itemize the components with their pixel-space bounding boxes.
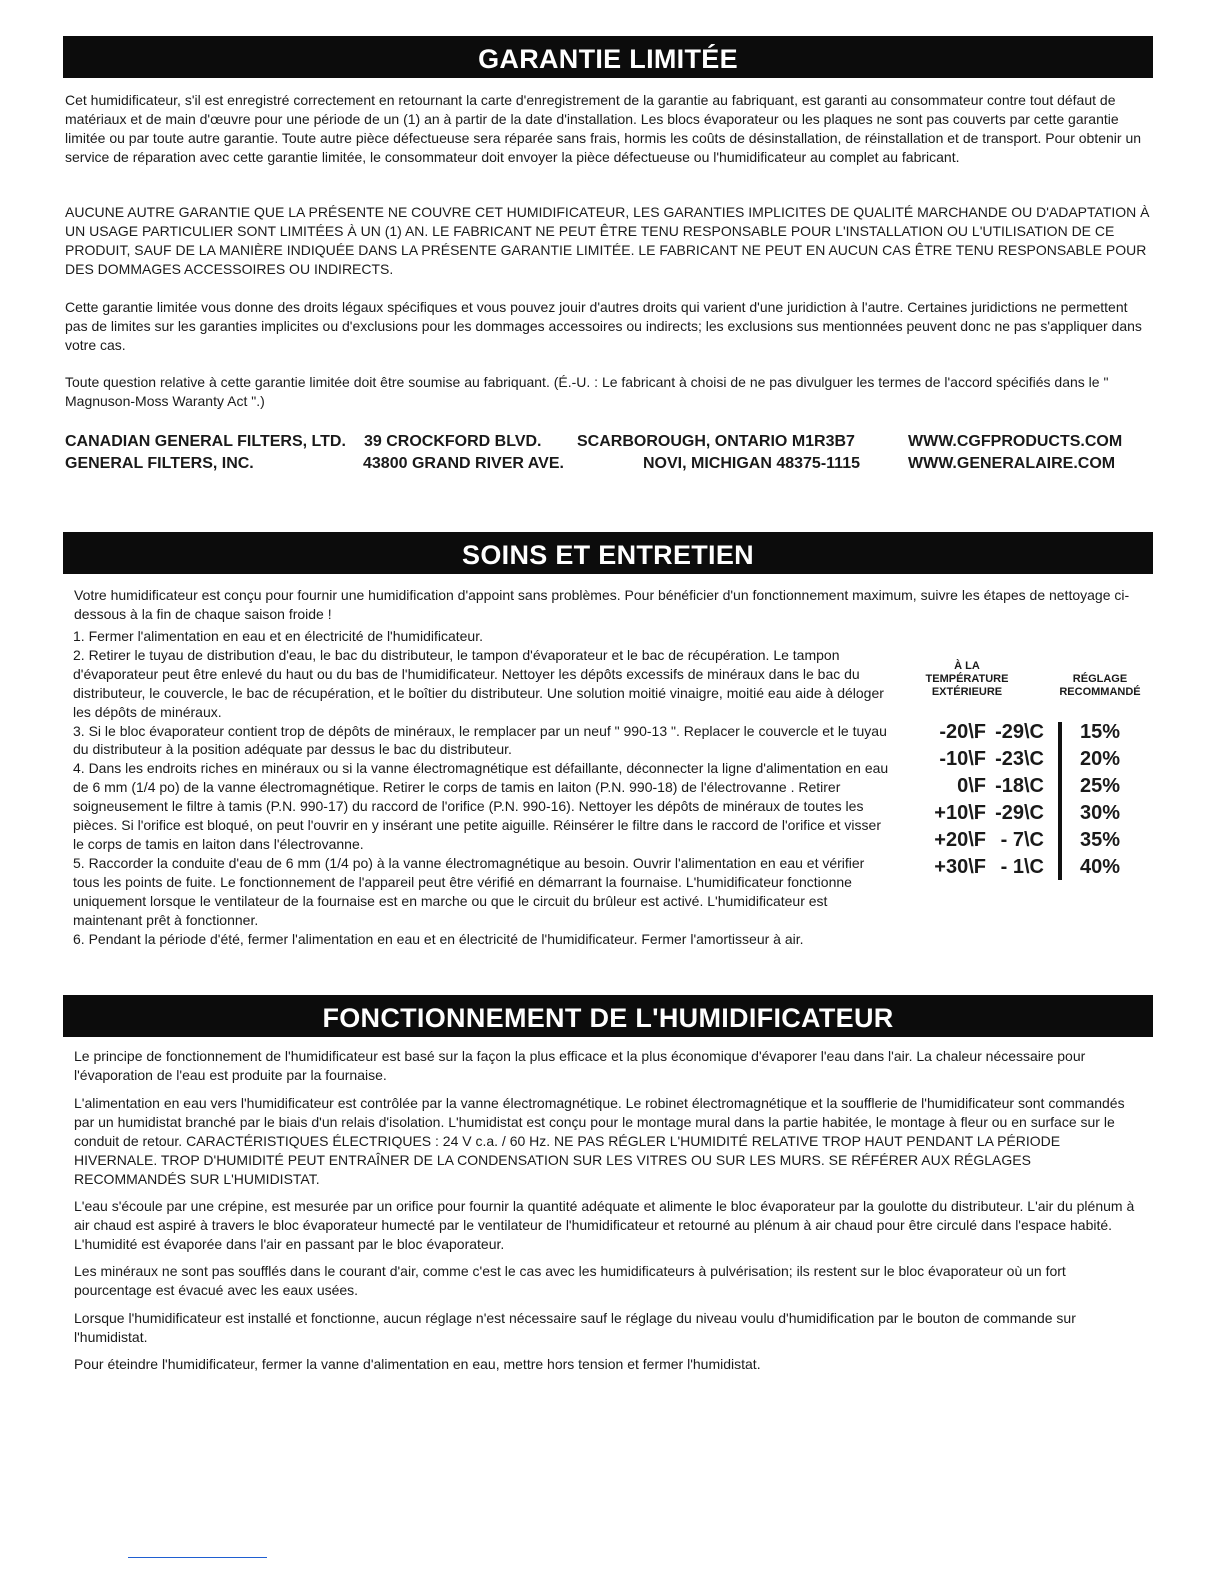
humidity-setting: 15%	[1080, 721, 1121, 743]
street-address: 43800 GRAND RIVER AVE.	[363, 455, 564, 472]
warranty-paragraph-2: AUCUNE AUTRE GARANTIE QUE LA PRÉSENTE NE COUVRE CET HUMIDIFICATEUR, LES GARANTIES IMPLICITES DE QUALITÉ MARCHANDE OU D'ADAPTATION À UN USAGE PARTICULIER SONT LIMITÉES À UN (1) AN. LE FABRICANT NE PEUT ÊTRE TENU RESPONSABLE POUR L'INSTALLATION OU L'UTILISATION DE CE PRODUIT, SAUF DE LA MANIÈRE INDIQUÉE DANS LA PRÉSENTE GARANTIE LIMITÉE. LE FABRICANT NE PEUT EN AUCUN CAS ÊTRE TENU RESPONSABLE POUR DES DOMMAGES ACCESSOIRES OU INDIRECTS.	[65, 204, 1150, 277]
humidity-setting: 20%	[1080, 748, 1121, 770]
list-item: 3. Si le bloc évaporateur contient trop de dépôts de minéraux, le remplacer par un neuf " 990-13 ". Replacer le couvercle et le tuyau du distributeur à la position adéquate par dessus le bac du distributeur.	[73, 722, 887, 758]
humidity-setting: 35%	[1080, 829, 1121, 851]
care-heading: SOINS ET ENTRETIEN	[63, 532, 1153, 574]
temp-celsius: - 7\C	[1000, 829, 1044, 851]
operation-paragraph-3: L'eau s'écoule par une crépine, est mesurée par un orifice pour fournir la quantité adéquate et alimente le bloc évaporateur par la goulotte du distributeur. L'air du plénum à air chaud est aspiré à travers le bloc évaporateur humecté par le ventilateur de l'humidificateur et retourné au plénum à air chaud pour être circulé dans l'espace habité. L'humidité est évaporée dans l'air en passant par le bloc évaporateur.	[74, 1198, 1135, 1252]
website-link[interactable]: WWW.CGFPRODUCTS.COM	[908, 433, 1123, 450]
header-line: RECOMMANDÉ	[1059, 686, 1141, 698]
city-address: SCARBOROUGH, ONTARIO M1R3B7	[577, 433, 855, 450]
table-row	[920, 721, 1140, 748]
header-line: À LA	[954, 660, 980, 672]
table-divider	[1058, 722, 1062, 880]
temp-fahrenheit: +20\F	[934, 829, 986, 851]
care-steps-list	[73, 627, 891, 948]
temp-fahrenheit: -20\F	[939, 721, 986, 743]
warranty-paragraph-1: Cet humidificateur, s'il est enregistré correctement en retournant la carte d'enregistrement de la garantie au fabriquant, est garanti au consommateur contre tout défaut de matériaux et de main d'œuvre pour une période de un (1) an à partir de la date d'installation. Les blocs évaporateur ou les plaques ne sont pas couverts par cette garantie limitée ou par toute autre garantie. Toute autre pièce défectueuse sera réparée sans frais, hormis les coûts de désinstallation, de réinstallation et de transport. Pour obtenir un service de réparation avec cette garantie limitée, le consommateur doit envoyer la pièce défectueuse ou l'humidificateur au complet au fabricant.	[65, 92, 1142, 165]
warranty-paragraph-4: Toute question relative à cette garantie limitée doit être soumise au fabriquant. (É.-U. : Le fabricant à choisi de ne pas divulguer les termes de l'accord spécifiés dans le " Magnuson-Moss Waranty Act ".)	[65, 374, 1109, 409]
company-name: GENERAL FILTERS, INC.	[65, 455, 254, 472]
humidity-setting: 25%	[1080, 775, 1121, 797]
list-item: 5. Raccorder la conduite d'eau de 6 mm (1/4 po) à la vanne électromagnétique au besoin. Ouvrir l'alimentation en eau et vérifier tous les points de fuite. Le fonctionnement de l'appareil peut être vérifié en démarrant la fournaise. L'humidificateur fonctionne uniquement lorsque le ventilateur de la fournaise est en marche ou que le circuit du brûleur est activé. L'humidificateur est maintenant prêt à fonctionner.	[73, 854, 865, 928]
list-item: 2. Retirer le tuyau de distribution d'eau, le bac du distributeur, le tampon d'évaporateur et le bac de récupération. Le tampon d'évaporateur peut être enlevé du haut ou du bas de l'humidificateur. Nettoyer les dépôts excessifs de minéraux dans le bac du distributeur, le couvercle, le bac de récupération, et le boîtier du distributeur. Une solution moitié vinaigre, moitié eau aide à déloger les dépôts de minéraux.	[73, 646, 884, 720]
operation-paragraph-6: Pour éteindre l'humidificateur, fermer la vanne d'alimentation en eau, mettre hors tension et fermer l'humidistat.	[74, 1356, 761, 1372]
table-row	[920, 856, 1140, 883]
company-name: CANADIAN GENERAL FILTERS, LTD.	[65, 433, 346, 450]
temp-celsius: -29\C	[995, 721, 1044, 743]
table-row	[920, 829, 1140, 856]
care-intro: Votre humidificateur est conçu pour fournir une humidification d'appoint sans problèmes. Pour bénéficier d'un fonctionnement maximum, suivre les étapes de nettoyage ci-dessous à la fin de chaque saison froide !	[74, 587, 1130, 622]
warranty-heading: GARANTIE LIMITÉE	[63, 36, 1153, 78]
temp-celsius: - 1\C	[1000, 856, 1044, 878]
temp-fahrenheit: +10\F	[934, 802, 986, 824]
footer-rule	[128, 1557, 267, 1558]
operation-paragraph-5: Lorsque l'humidificateur est installé et fonctionne, aucun réglage n'est nécessaire sauf le réglage du niveau voulu d'humidification par le bouton de commande sur l'humidistat.	[74, 1310, 1076, 1345]
temp-fahrenheit: 0\F	[957, 775, 986, 797]
website-link[interactable]: WWW.GENERALAIRE.COM	[908, 455, 1116, 472]
humidity-setting: 30%	[1080, 802, 1121, 824]
city-address: NOVI, MICHIGAN 48375-1115	[643, 455, 860, 472]
operation-paragraph-1: Le principe de fonctionnement de l'humidificateur est basé sur la façon la plus efficace et la plus économique d'évaporer l'eau dans l'air. La chaleur nécessaire pour l'évaporation de l'eau est produite par la fournaise.	[74, 1048, 1086, 1083]
operation-paragraph-4: Les minéraux ne sont pas soufflés dans le courant d'air, comme c'est le cas avec les humidificateurs à pulvérisation; ils restent sur le bloc évaporateur où un fort pourcentage est évacué avec les eaux usées.	[74, 1263, 1066, 1298]
operation-heading: FONCTIONNEMENT DE L'HUMIDIFICATEUR	[63, 995, 1153, 1037]
list-item: 4. Dans les endroits riches en minéraux ou si la vanne électromagnétique est défaillante, déconnecter la ligne d'alimentation en eau de 6 mm (1/4 po) de la vanne électromagnétique. Retirer le corps de tamis en laiton (P.N. 990-18) de l'électrovanne . Retirer soigneusement le filtre à tamis (P.N. 990-17) du raccord de l'orifice (P.N. 990-16). Nettoyer les dépôts de minéraux de toutes les pièces. Si l'orifice est bloqué, on peut l'ouvrir en y insérant une petite aiguille. Réinsérer le filtre dans le raccord de l'orifice et visser le corps de tamis en laiton dans l'électrovanne.	[73, 760, 889, 852]
temp-celsius: -29\C	[995, 802, 1044, 824]
humidity-setting: 40%	[1080, 856, 1121, 878]
table-row	[920, 775, 1140, 802]
header-line: TEMPÉRATURE	[925, 673, 1009, 685]
list-item: 1. Fermer l'alimentation en eau et en électricité de l'humidificateur.	[73, 628, 483, 644]
table-header-temperature	[914, 660, 1020, 699]
header-line: EXTÉRIEURE	[931, 686, 1003, 698]
table-row	[920, 802, 1140, 829]
street-address: 39 CROCKFORD BLVD.	[364, 433, 542, 450]
table-header-setting	[1050, 673, 1150, 699]
temp-fahrenheit: +30\F	[934, 856, 986, 878]
temp-celsius: -23\C	[995, 748, 1044, 770]
list-item: 6. Pendant la période d'été, fermer l'alimentation en eau et en électricité de l'humidificateur. Fermer l'amortisseur à air.	[73, 930, 804, 947]
header-line: RÉGLAGE	[1072, 673, 1128, 685]
operation-paragraph-2: L'alimentation en eau vers l'humidificateur est contrôlée par la vanne électromagnétique. Le robinet électromagnétique et la soufflerie de l'humidificateur sont commandés par un humidistat branché par le biais d'un relais d'isolation. L'humidistat est conçu pour le montage mural dans la partie habitée, le montage à fleur ou en surface sur le conduit de retour. CARACTÉRISTIQUES ÉLECTRIQUES : 24 V c.a. / 60 Hz. NE PAS RÉGLER L'HUMIDITÉ RELATIVE TROP HAUT PENDANT LA PÉRIODE HIVERNALE. TROP D'HUMIDITÉ PEUT ENTRAÎNER DE LA CONDENSATION SUR LES VITRES OU SUR LES MURS. SE RÉFÉRER AUX RÉGLAGES RECOMMANDÉS SUR L'HUMIDISTAT.	[74, 1095, 1125, 1187]
temp-fahrenheit: -10\F	[939, 748, 986, 770]
warranty-paragraph-3: Cette garantie limitée vous donne des droits légaux spécifiques et vous pouvez jouir d'autres droits qui varient d'une juridiction à l'autre. Certaines juridictions ne permettent pas de limites sur les garanties implicites ou d'exclusions pour les dommages accessoires ou indirects; les exclusions sus mentionnées peuvent donc ne pas s'appliquer dans votre cas.	[65, 299, 1142, 353]
temp-celsius: -18\C	[995, 775, 1044, 797]
table-row	[920, 748, 1140, 775]
